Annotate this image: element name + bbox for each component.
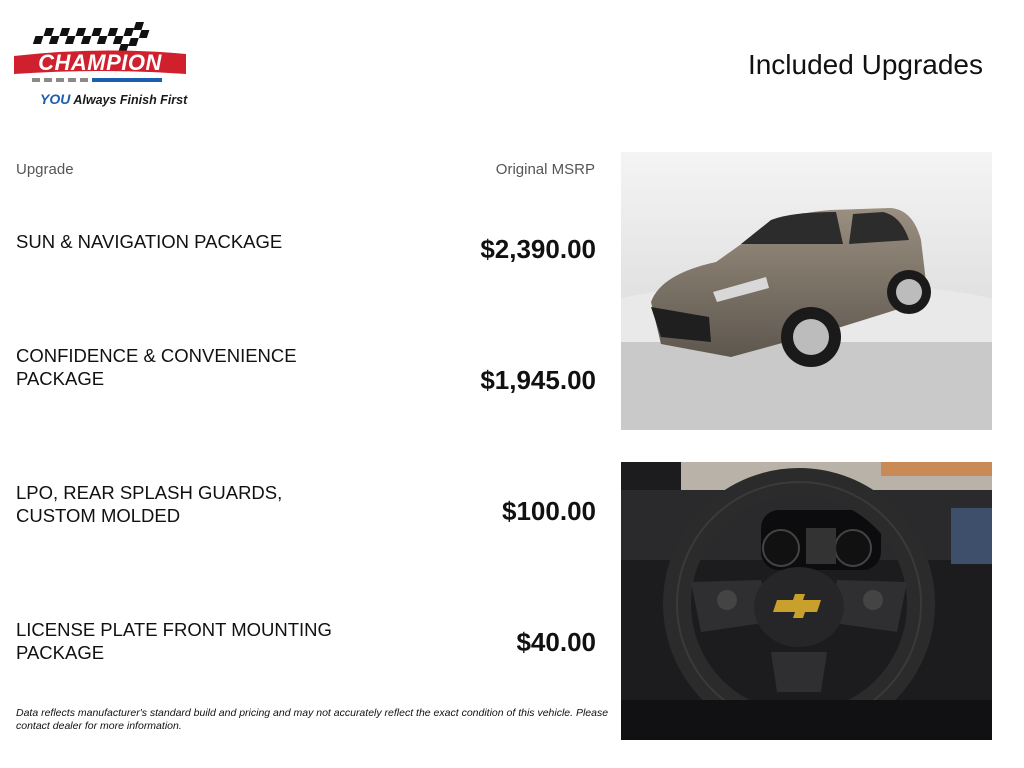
checkered-flag-icon [10, 20, 190, 90]
column-header-upgrade: Upgrade [16, 161, 74, 178]
brand-wordmark: CHAMPION [38, 50, 162, 75]
upgrade-name: CONFIDENCE & CONVENIENCE PACKAGE [16, 345, 297, 389]
upgrade-name: LPO, REAR SPLASH GUARDS, CUSTOM MOLDED [16, 482, 283, 526]
upgrade-price: $1,945.00 [480, 365, 596, 395]
steering-wheel-photo [621, 462, 992, 740]
disclaimer-text: Data reflects manufacturer's standard build and pricing and may not accurately reflect the exact condition of this vehicle. Please contact dealer for more information. [16, 707, 609, 732]
column-header-msrp: Original MSRP [495, 161, 595, 178]
brand-tagline [40, 91, 187, 107]
champion-logo [10, 20, 190, 115]
upgrade-price: $2,390.00 [480, 234, 596, 264]
tagline-you: YOU [40, 91, 71, 107]
upgrade-price: $100.00 [502, 496, 596, 526]
upgrade-price: $40.00 [516, 627, 596, 657]
upgrade-name: LICENSE PLATE FRONT MOUNTING PACKAGE [16, 619, 332, 663]
tagline-rest: Always Finish First [70, 93, 188, 107]
page-title: Included Upgrades [747, 49, 983, 80]
upgrade-name: SUN & NAVIGATION PACKAGE [16, 231, 283, 252]
car-exterior-photo [621, 152, 992, 430]
